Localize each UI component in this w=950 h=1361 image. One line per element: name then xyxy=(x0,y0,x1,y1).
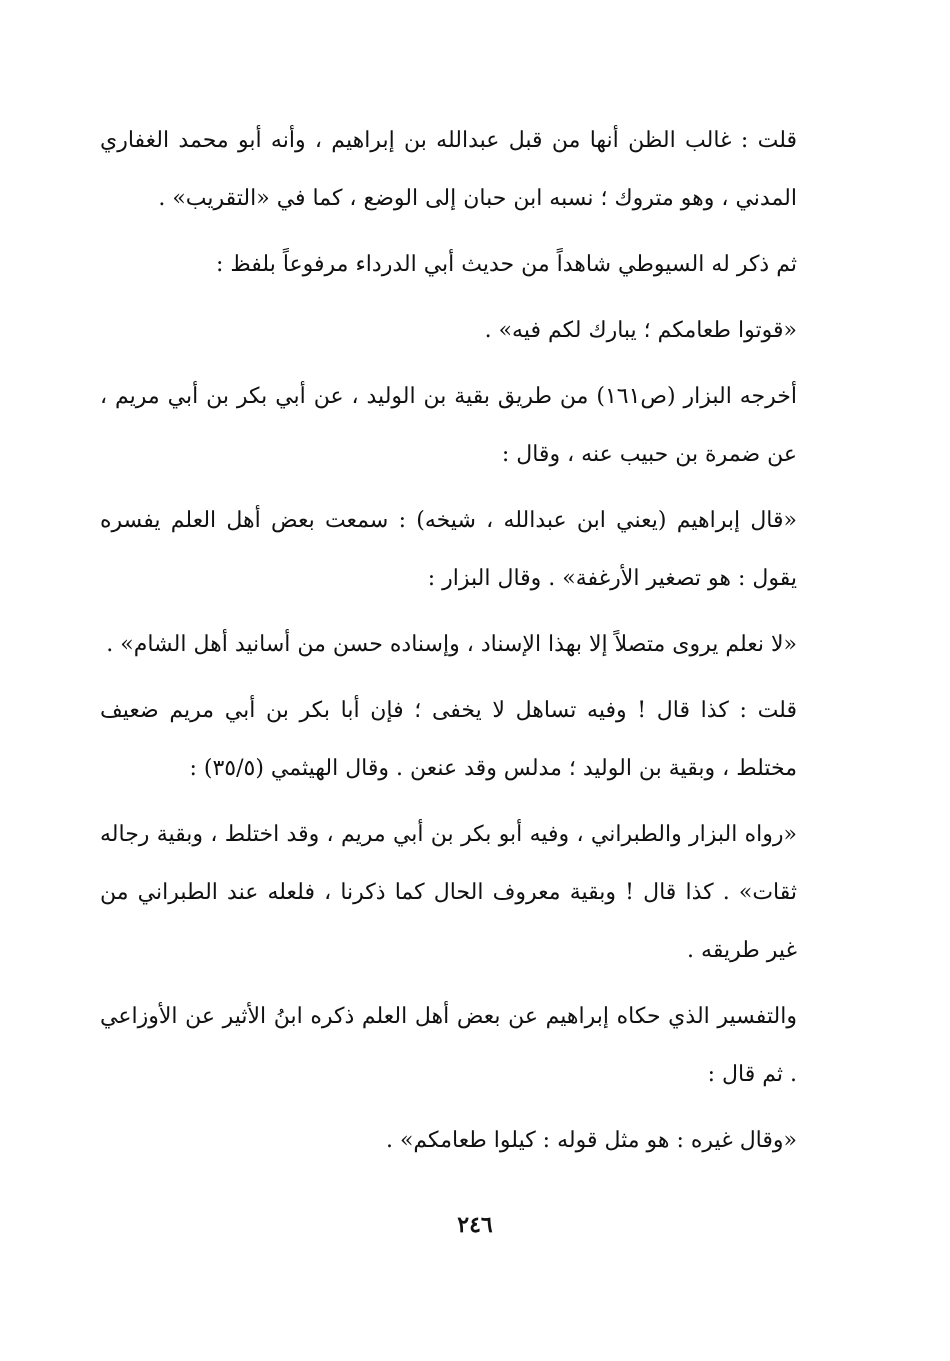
paragraph-3: «قوتوا طعامكم ؛ يبارك لكم فيه» . xyxy=(484,318,797,343)
paragraph-7: قلت : كذا قال ! وفيه تساهل لا يخفى ؛ فإن أبا بكر بن أبي مريم ضعيف مختلط ، وبقية بن الوليد ؛ مدلس وقد عنعن . وقال الهيثمي (٣٥/٥) : xyxy=(100,698,797,781)
page-number: ٢٤٦ xyxy=(457,1212,493,1238)
paragraph-2: ثم ذكر له السيوطي شاهداً من حديث أبي الدرداء مرفوعاً بلفظ : xyxy=(216,252,797,277)
paragraph-5: «قال إبراهيم (يعني ابن عبدالله ، شيخه) : سمعت بعض أهل العلم يفسره يقول : هو تصغير الأرغفة» . وقال البزار : xyxy=(100,508,797,591)
paragraph-9: والتفسير الذي حكاه إبراهيم عن بعض أهل العلم ذكره ابنُ الأثير عن الأوزاعي . ثم قال : xyxy=(100,1004,797,1087)
paragraph-4: أخرجه البزار (ص١٦١) من طريق بقية بن الوليد ، عن أبي بكر بن أبي مريم ، عن ضمرة بن حبيب عنه ، وقال : xyxy=(100,384,797,467)
paragraph-6: «لا نعلم يروى متصلاً إلا بهذا الإسناد ، وإسناده حسن من أسانيد أهل الشام» . xyxy=(106,632,797,657)
paragraph-10: «وقال غيره : هو مثل قوله : كيلوا طعامكم» . xyxy=(385,1128,797,1153)
paragraph-8: «رواه البزار والطبراني ، وفيه أبو بكر بن أبي مريم ، وقد اختلط ، وبقية رجاله ثقات» . كذا قال ! وبقية معروف الحال كما ذكرنا ، فلعله عند الطبراني من غير طريقه . xyxy=(100,822,797,963)
body-text xyxy=(100,112,845,1178)
paragraph-1: قلت : غالب الظن أنها من قبل عبدالله بن إبراهيم ، وأنه أبو محمد الغفاري المدني ، وهو متروك ؛ نسبه ابن حبان إلى الوضع ، كما في «التقريب» . xyxy=(100,128,797,211)
